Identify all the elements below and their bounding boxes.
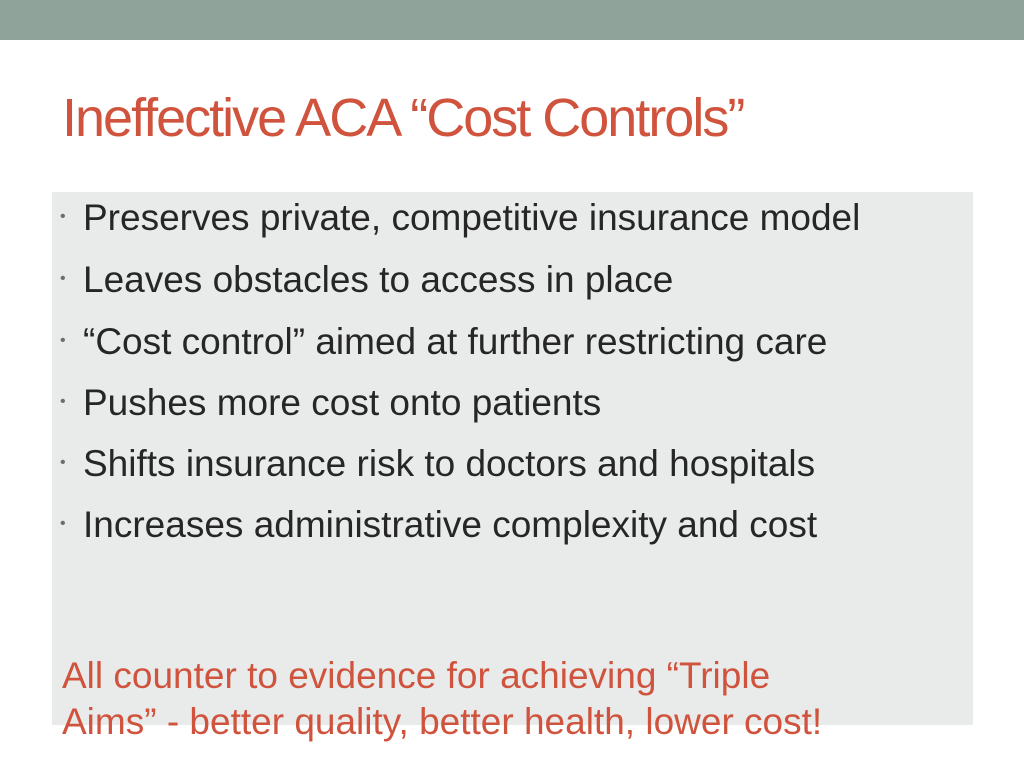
bullet-text: Shifts insurance risk to doctors and hospitals bbox=[83, 442, 816, 484]
bullet-dot-icon: • bbox=[60, 393, 66, 410]
bullet-item bbox=[60, 435, 815, 491]
bullet-item bbox=[60, 251, 673, 307]
bullet-dot-icon: • bbox=[60, 332, 66, 349]
slide-title: Ineffective ACA “Cost Controls” bbox=[62, 88, 744, 148]
bullet-text: Increases administrative complexity and cost bbox=[83, 503, 818, 545]
bullet-text: Preserves private, competitive insurance model bbox=[83, 196, 861, 238]
bullet-text: Pushes more cost onto patients bbox=[83, 381, 602, 423]
bullet-item bbox=[60, 189, 860, 245]
bullet-dot-icon: • bbox=[60, 454, 66, 471]
top-accent-band bbox=[0, 0, 1024, 40]
bullet-dot-icon: • bbox=[60, 208, 66, 225]
bullet-text: Leaves obstacles to access in place bbox=[83, 258, 674, 300]
bullet-item bbox=[60, 496, 817, 552]
content-panel bbox=[52, 192, 973, 742]
conclusion-statement bbox=[62, 653, 962, 745]
bullet-dot-icon: • bbox=[60, 270, 66, 287]
bullet-text: “Cost control” aimed at further restricting care bbox=[83, 320, 828, 362]
bullet-item bbox=[60, 313, 827, 369]
bullet-item bbox=[60, 374, 601, 430]
conclusion-line-2: Aims” - better quality, better health, lower cost! bbox=[62, 701, 823, 742]
bullet-dot-icon: • bbox=[60, 515, 66, 532]
conclusion-line-1: All counter to evidence for achieving “Triple bbox=[62, 655, 771, 696]
